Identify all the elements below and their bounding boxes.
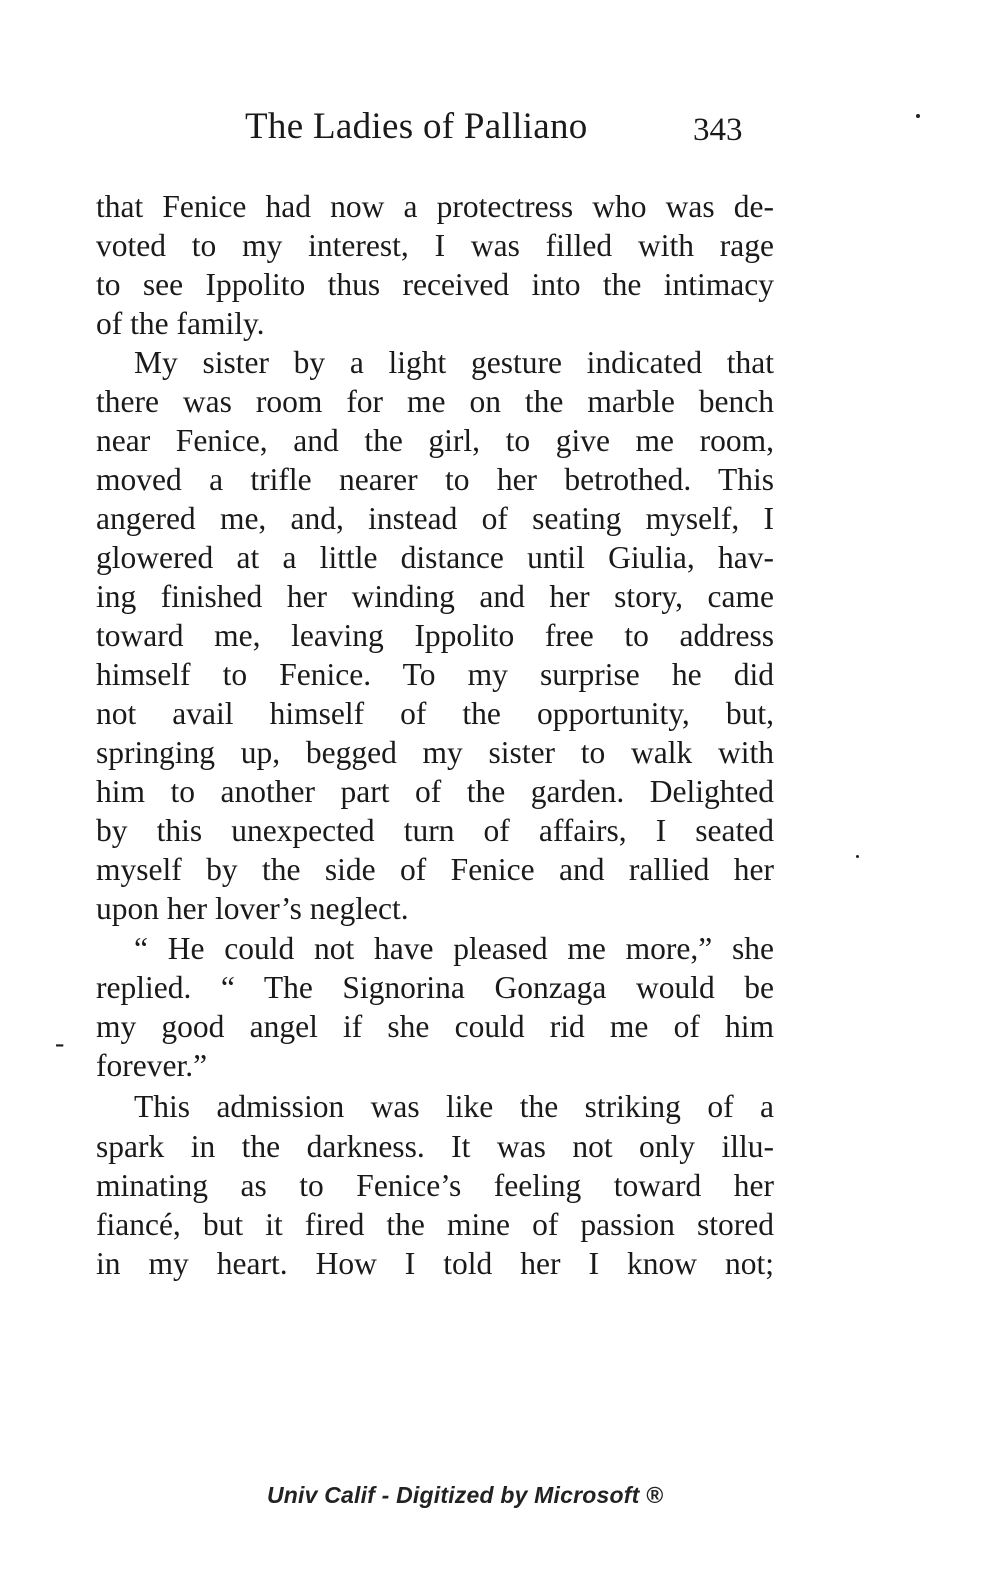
text-line: in my heart. How I told her I know not;	[96, 1246, 774, 1281]
text-line: springing up, begged my sister to walk with	[96, 735, 774, 770]
margin-mark: -	[55, 1028, 65, 1059]
text-line: My sister by a light gesture indicated that	[134, 345, 774, 380]
text-line: ing finished her winding and her story, came	[96, 579, 774, 614]
text-line: by this unexpected turn of affairs, I seated	[96, 813, 774, 848]
text-line: replied. “ The Signorina Gonzaga would be	[96, 970, 774, 1005]
text-line: This admission was like the striking of a	[134, 1089, 774, 1124]
page-number: 343	[693, 112, 743, 148]
text-line: myself by the side of Fenice and rallied her	[96, 852, 774, 887]
text-line: my good angel if she could rid me of him	[96, 1009, 774, 1044]
text-line: angered me, and, instead of seating myself, I	[96, 501, 774, 536]
text-line: fiancé, but it fired the mine of passion stored	[96, 1207, 774, 1242]
text-line: him to another part of the garden. Delighted	[96, 774, 774, 809]
text-line: there was room for me on the marble bench	[96, 384, 774, 419]
digitization-stamp: Univ Calif - Digitized by Microsoft ®	[267, 1482, 664, 1508]
text-line: that Fenice had now a protectress who was de-	[96, 189, 774, 224]
text-line: to see Ippolito thus received into the intimacy	[96, 267, 774, 302]
text-line: forever.”	[96, 1048, 208, 1083]
scan-speck	[916, 114, 920, 118]
running-title: The Ladies of Palliano	[245, 106, 588, 147]
text-line: upon her lover’s neglect.	[96, 891, 409, 926]
text-line: himself to Fenice. To my surprise he did	[96, 657, 774, 692]
text-line: of the family.	[96, 306, 265, 341]
scan-speck	[856, 855, 859, 858]
text-line: near Fenice, and the girl, to give me room,	[96, 423, 774, 458]
text-line: glowered at a little distance until Giulia, hav-	[96, 540, 774, 575]
text-line: toward me, leaving Ippolito free to address	[96, 618, 774, 653]
text-line: not avail himself of the opportunity, but,	[96, 696, 774, 731]
text-line: spark in the darkness. It was not only illu-	[96, 1129, 774, 1164]
text-line: minating as to Fenice’s feeling toward her	[96, 1168, 774, 1203]
text-line: voted to my interest, I was filled with rage	[96, 228, 774, 263]
text-line: moved a trifle nearer to her betrothed. This	[96, 462, 774, 497]
text-line: “ He could not have pleased me more,” she	[134, 931, 774, 966]
